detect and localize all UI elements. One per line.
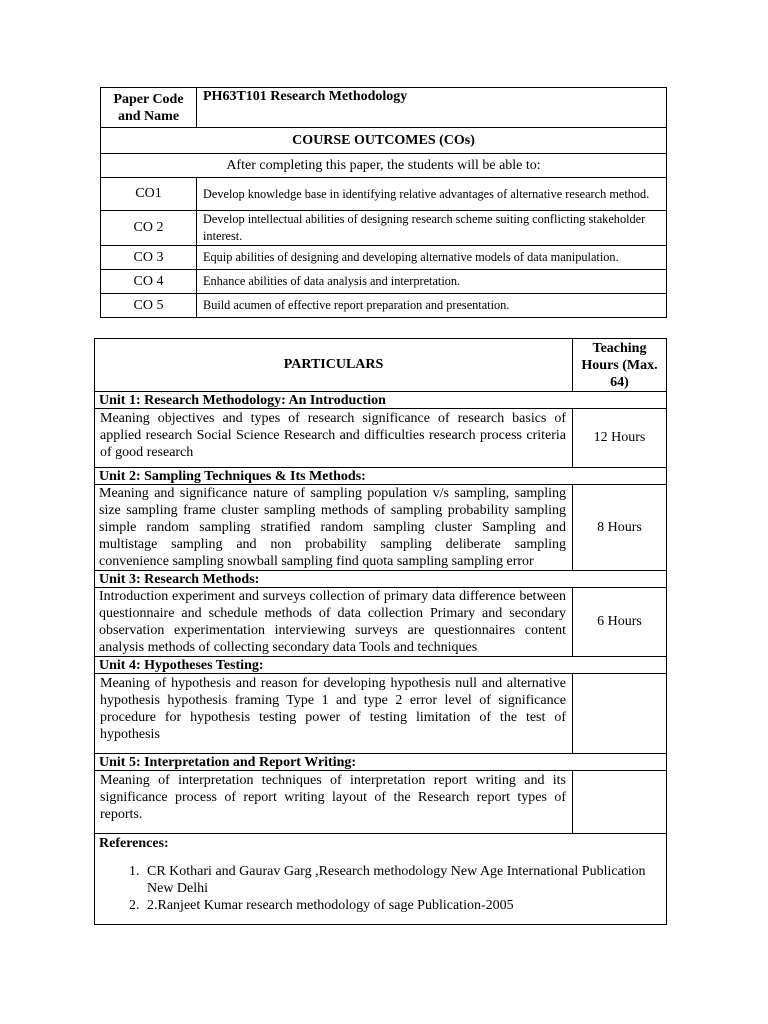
co-id: CO 2 (101, 211, 197, 246)
particulars-header: PARTICULARS (95, 339, 573, 392)
co-row (101, 246, 667, 270)
co-row (101, 211, 667, 246)
reference-item: 2. 2.Ranjeet Kumar research methodology of sage Publication-2005 (143, 897, 662, 914)
unit-content: Introduction experiment and surveys collection of primary data difference between questionnaire and schedule methods of data collection Primary and secondary observation experimentation interviewing surveys are questionnaires content analysis methods of collecting secondary data Tools and techniques (95, 588, 573, 657)
particulars-table (94, 338, 667, 925)
unit-hours: 8 Hours (573, 485, 667, 571)
unit-row (95, 485, 667, 571)
unit-title: Unit 2: Sampling Techniques & Its Methods: (95, 468, 667, 485)
co-description: Develop knowledge base in identifying relative advantages of alternative research method. (197, 178, 667, 211)
co-row (101, 270, 667, 294)
unit-content: Meaning of hypothesis and reason for developing hypothesis null and alternative hypothesis hypothesis framing Type 1 and type 2 error level of significance procedure for hypothesis testing power of testing limitation of the test of hypothesis (95, 674, 573, 754)
paper-code-label: Paper Code and Name (101, 88, 197, 128)
co-row (101, 178, 667, 211)
co-id: CO 3 (101, 246, 197, 270)
co-description: Enhance abilities of data analysis and interpretation. (197, 270, 667, 294)
reference-item: 1. CR Kothari and Gaurav Garg ,Research methodology New Age International Publication New Delhi (143, 863, 662, 897)
unit-row (95, 588, 667, 657)
unit-content: Meaning of interpretation techniques of interpretation report writing and its significance process of report writing layout of the Research report types of reports. (95, 771, 573, 834)
unit-content: Meaning objectives and types of research significance of research basics of applied research Social Science Research and difficulties research process criteria of good research (95, 409, 573, 468)
unit-title: Unit 1: Research Methodology: An Introduction (95, 392, 667, 409)
course-outcomes-table (100, 87, 667, 318)
unit-row (95, 771, 667, 834)
co-description: Equip abilities of designing and developing alternative models of data manipulation. (197, 246, 667, 270)
unit-title: Unit 5: Interpretation and Report Writing: (95, 754, 667, 771)
co-description: Develop intellectual abilities of designing research scheme suiting conflicting stakeholder interest. (197, 211, 667, 246)
unit-title: Unit 4: Hypotheses Testing: (95, 657, 667, 674)
unit-row (95, 674, 667, 754)
unit-content: Meaning and significance nature of sampling population v/s sampling, sampling size sampling frame cluster sampling methods of sampling probability sampling simple random sampling stratified random sampling cluster Sampling and multistage sampling and non probability sampling deliberate sampling convenience sampling snowball sampling find quota sampling sampling error (95, 485, 573, 571)
co-row (101, 294, 667, 318)
co-id: CO 4 (101, 270, 197, 294)
unit-hours (573, 771, 667, 834)
co-description: Build acumen of effective report preparation and presentation. (197, 294, 667, 318)
unit-hours: 12 Hours (573, 409, 667, 468)
references-section (95, 834, 667, 925)
unit-hours (573, 674, 667, 754)
references-list (99, 863, 662, 914)
unit-row (95, 409, 667, 468)
references-title: References: (99, 836, 169, 851)
unit-hours: 6 Hours (573, 588, 667, 657)
teaching-hours-header: Teaching Hours (Max. 64) (573, 339, 667, 392)
unit-title: Unit 3: Research Methods: (95, 571, 667, 588)
paper-name: PH63T101 Research Methodology (197, 88, 667, 128)
co-id: CO1 (101, 178, 197, 211)
course-outcomes-title: COURSE OUTCOMES (COs) (101, 128, 667, 154)
co-id: CO 5 (101, 294, 197, 318)
course-outcomes-intro: After completing this paper, the students will be able to: (101, 154, 667, 178)
